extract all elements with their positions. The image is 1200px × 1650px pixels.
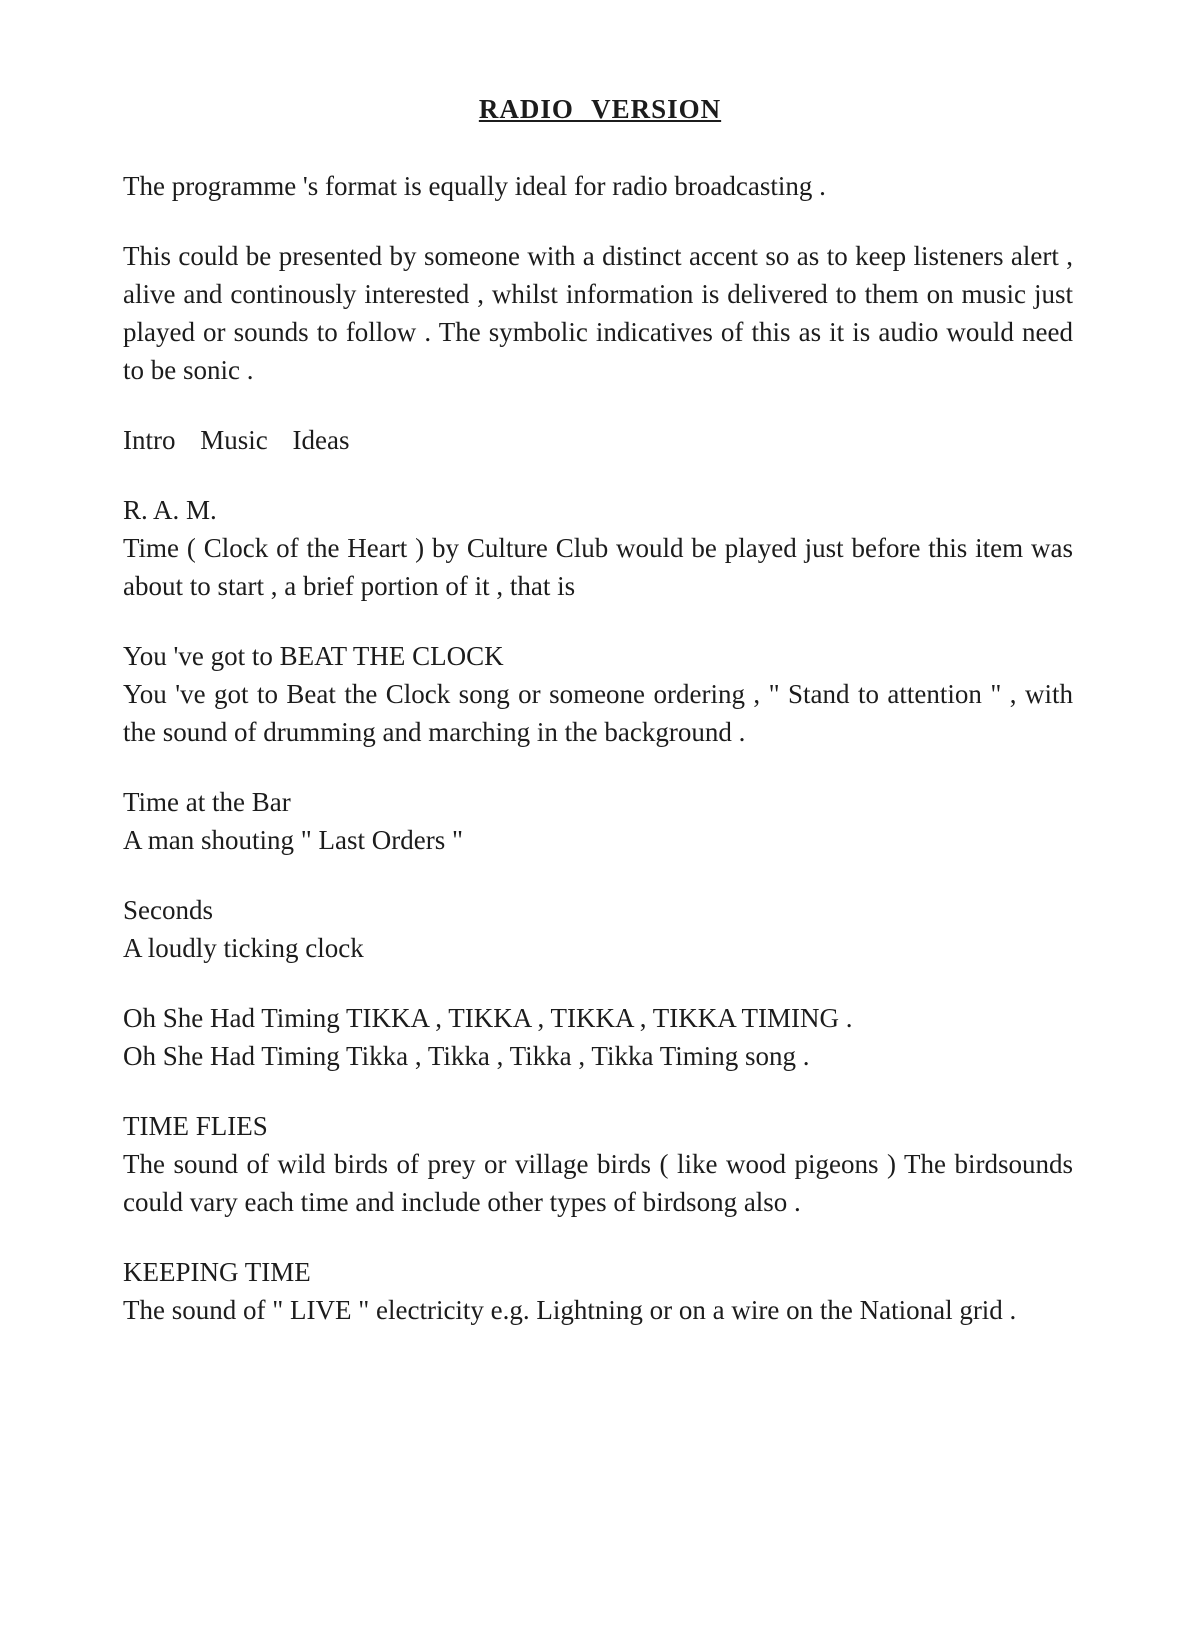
section-body: Time ( Clock of the Heart ) by Culture Club would be played just before this item was about to start , a brief portion of it , that is xyxy=(123,533,1073,601)
section-heading: You 've got to BEAT THE CLOCK xyxy=(123,641,504,671)
section-body: A man shouting " Last Orders " xyxy=(123,825,464,855)
intro-paragraph: The programme 's format is equally ideal for radio broadcasting . xyxy=(123,171,826,201)
section-beat-the-clock xyxy=(123,637,1073,751)
section-heading: R. A. M. xyxy=(123,495,217,525)
section-heading: KEEPING TIME xyxy=(123,1257,311,1287)
section-seconds xyxy=(123,891,1073,967)
section-body: The sound of " LIVE " electricity e.g. Lightning or on a wire on the National grid . xyxy=(123,1295,1017,1325)
section-heading: Oh She Had Timing TIKKA , TIKKA , TIKKA , TIKKA TIMING . xyxy=(123,1003,853,1033)
section-body: A loudly ticking clock xyxy=(123,933,364,963)
section-tikka-timing xyxy=(123,999,1073,1075)
section-keeping-time xyxy=(123,1253,1073,1329)
section-body: Oh She Had Timing Tikka , Tikka , Tikka , Tikka Timing song . xyxy=(123,1041,810,1071)
intro-music-ideas-heading: Intro Music Ideas xyxy=(123,425,350,455)
document-body xyxy=(123,167,1073,1361)
section-heading: Seconds xyxy=(123,895,213,925)
section-body: You 've got to Beat the Clock song or someone ordering , " Stand to attention " , with the sound of drumming and marching in the background . xyxy=(123,679,1073,747)
section-body: The sound of wild birds of prey or village birds ( like wood pigeons ) The birdsounds could vary each time and include other types of birdsong also . xyxy=(123,1149,1073,1217)
section-heading: Time at the Bar xyxy=(123,787,291,817)
section-heading: TIME FLIES xyxy=(123,1111,268,1141)
section-ram xyxy=(123,491,1073,605)
description-paragraph: This could be presented by someone with a distinct accent so as to keep listeners alert , alive and continously interested , whilst information is delivered to them on music just played or sounds to follow . The symbolic indicatives of this as it is audio would need to be sonic . xyxy=(123,241,1073,385)
section-time-flies xyxy=(123,1107,1073,1221)
section-time-at-the-bar xyxy=(123,783,1073,859)
document-title: RADIO VERSION xyxy=(478,94,722,124)
